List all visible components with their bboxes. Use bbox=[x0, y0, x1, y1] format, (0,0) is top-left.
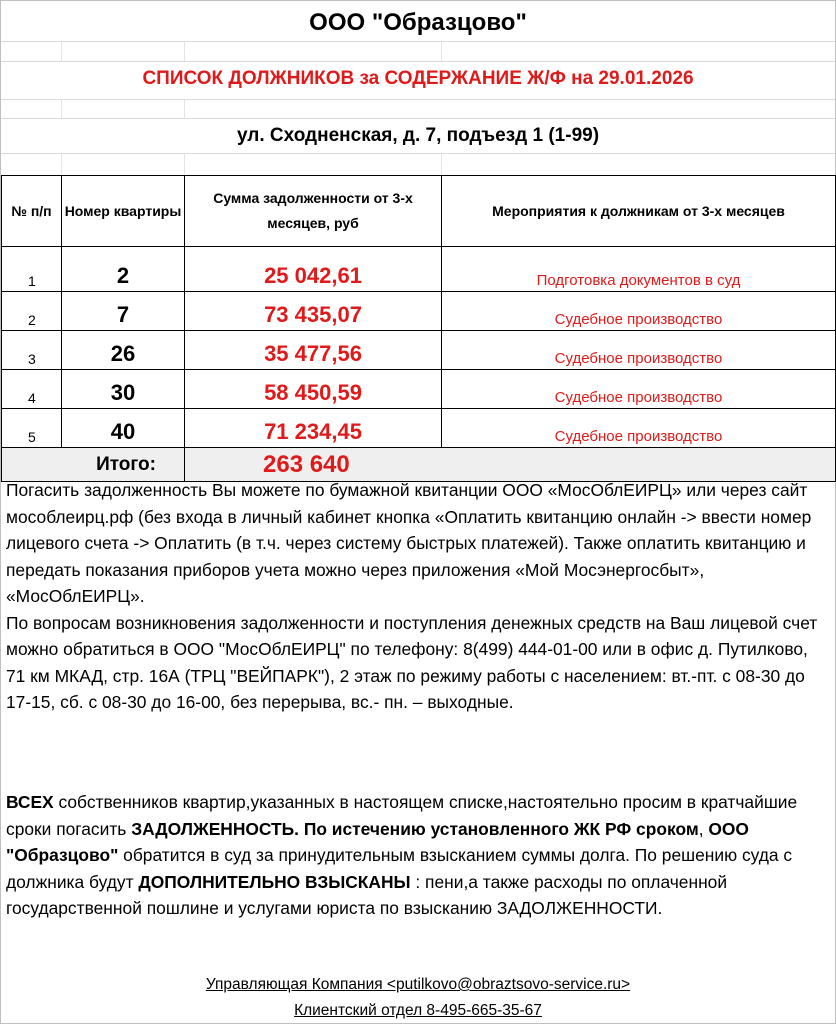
debt-action: Судебное производство bbox=[442, 292, 836, 331]
grid-line bbox=[1, 118, 835, 119]
debt-sum: 35 477,56 bbox=[185, 331, 442, 370]
notice-text: : пени,а также расходы по оплаченной государственной пошлине и услугами юриста по взысканию ЗАДОЛЖЕННОСТИ. bbox=[6, 871, 728, 918]
notice-bold-company: ООО "Образцово" bbox=[6, 818, 749, 865]
debt-action: Подготовка документов в суд bbox=[442, 247, 836, 292]
grid-line bbox=[441, 153, 442, 175]
apartment-number: 7 bbox=[62, 292, 185, 331]
column-header-actions: Мероприятия к должникам от 3-х месяцев bbox=[442, 176, 836, 247]
grid-line bbox=[1, 153, 835, 154]
debt-action: Судебное производство bbox=[442, 409, 836, 448]
payment-info-paragraph: Погасить задолженность Вы можете по бумажной квитанции ООО «МосОблЕИРЦ» или через сайт мособлеирц.рф (без входа в личный кабинет кнопка «Оплатить квитанцию онлайн -> ввести номер лицевого счета -> Оплатить (в т.ч. через систему быстрых платежей). Также оплатить квитанцию и передать показания приборов учета можно через приложения «Мой Мосэнергосбыт», «МосОблЕИРЦ». По вопросам возникновения задолженности и поступления денежных средств на Ваш лицевой счет можно обратиться в ООО "МосОблЕИРЦ" по телефону: 8(499) 444-01-00 или в офис д. Путилково, 71 км МКАД, стр. 16А (ТРЦ "ВЕЙПАРК"), 2 этаж по режиму работы с населением: вт.-пт. с 08-30 до 17-15, сб. с 08-30 до 16-00, без перерыва, вс.- пн. – выходные. bbox=[6, 480, 818, 712]
debt-sum: 25 042,61 bbox=[185, 247, 442, 292]
column-header-debt-sum: Сумма задолженности от 3-х месяцев, руб bbox=[185, 176, 442, 247]
row-number: 3 bbox=[2, 331, 62, 370]
row-number: 2 bbox=[2, 292, 62, 331]
debt-action: Судебное производство bbox=[442, 370, 836, 409]
notice-text: обратится в суд за принудительным взысканием суммы долга. По решению суда с должника будут bbox=[6, 845, 793, 892]
total-label: Итого: bbox=[2, 448, 185, 482]
row-number: 4 bbox=[2, 370, 62, 409]
company-title: ООО "Образцово" bbox=[309, 9, 527, 36]
debt-sum: 71 234,45 bbox=[185, 409, 442, 448]
column-header-number: № п/п bbox=[2, 176, 62, 247]
debt-sum: 73 435,07 bbox=[185, 292, 442, 331]
debtors-list-title: СПИСОК ДОЛЖНИКОВ за СОДЕРЖАНИЕ Ж/Ф на 29.01.2026 bbox=[142, 68, 694, 89]
table-row bbox=[2, 247, 836, 292]
building-address: ул. Сходненская, д. 7, подъезд 1 (1-99) bbox=[236, 125, 600, 146]
notice-text: , bbox=[698, 818, 709, 839]
table-row bbox=[2, 292, 836, 331]
grid-line bbox=[184, 99, 185, 118]
grid-line bbox=[61, 99, 62, 118]
client-department-phone[interactable]: Клиентский отдел 8-495-665-35-67 bbox=[294, 1002, 542, 1019]
table-row bbox=[2, 331, 836, 370]
apartment-number: 40 bbox=[62, 409, 185, 448]
column-header-apartment: Номер квартиры bbox=[62, 176, 185, 247]
grid-line bbox=[1, 41, 835, 42]
grid-line bbox=[1, 99, 835, 100]
total-value: 263 640 bbox=[185, 448, 836, 482]
notice-bold-debt: ЗАДОЛЖЕННОСТЬ. По истечению установленного ЖК РФ сроком bbox=[131, 818, 699, 839]
table-row bbox=[2, 370, 836, 409]
notice-bold-all: ВСЕХ bbox=[6, 792, 54, 812]
apartment-number: 2 bbox=[62, 247, 185, 292]
grid-line bbox=[1, 61, 835, 62]
table-header-row bbox=[2, 176, 836, 247]
notice-text: собственников квартир,указанных в настоящем списке,настоятельно просим в кратчайшие сроки погасить bbox=[6, 792, 798, 839]
table-row bbox=[2, 409, 836, 448]
debt-action: Судебное производство bbox=[442, 331, 836, 370]
grid-line bbox=[61, 41, 62, 61]
apartment-number: 30 bbox=[62, 370, 185, 409]
grid-line bbox=[184, 153, 185, 175]
notice-bold-additional: ДОПОЛНИТЕЛЬНО ВЗЫСКАНЫ bbox=[138, 871, 411, 892]
debtors-table bbox=[1, 175, 836, 482]
row-number: 1 bbox=[2, 247, 62, 292]
grid-line bbox=[61, 153, 62, 175]
debt-warning-notice bbox=[6, 789, 832, 922]
grid-line bbox=[184, 41, 185, 61]
row-number: 5 bbox=[2, 409, 62, 448]
apartment-number: 26 bbox=[62, 331, 185, 370]
debt-sum: 58 450,59 bbox=[185, 370, 442, 409]
grid-line bbox=[441, 41, 442, 61]
management-company-contact[interactable]: Управляющая Компания <putilkovo@obraztsovo-service.ru> bbox=[205, 976, 631, 993]
